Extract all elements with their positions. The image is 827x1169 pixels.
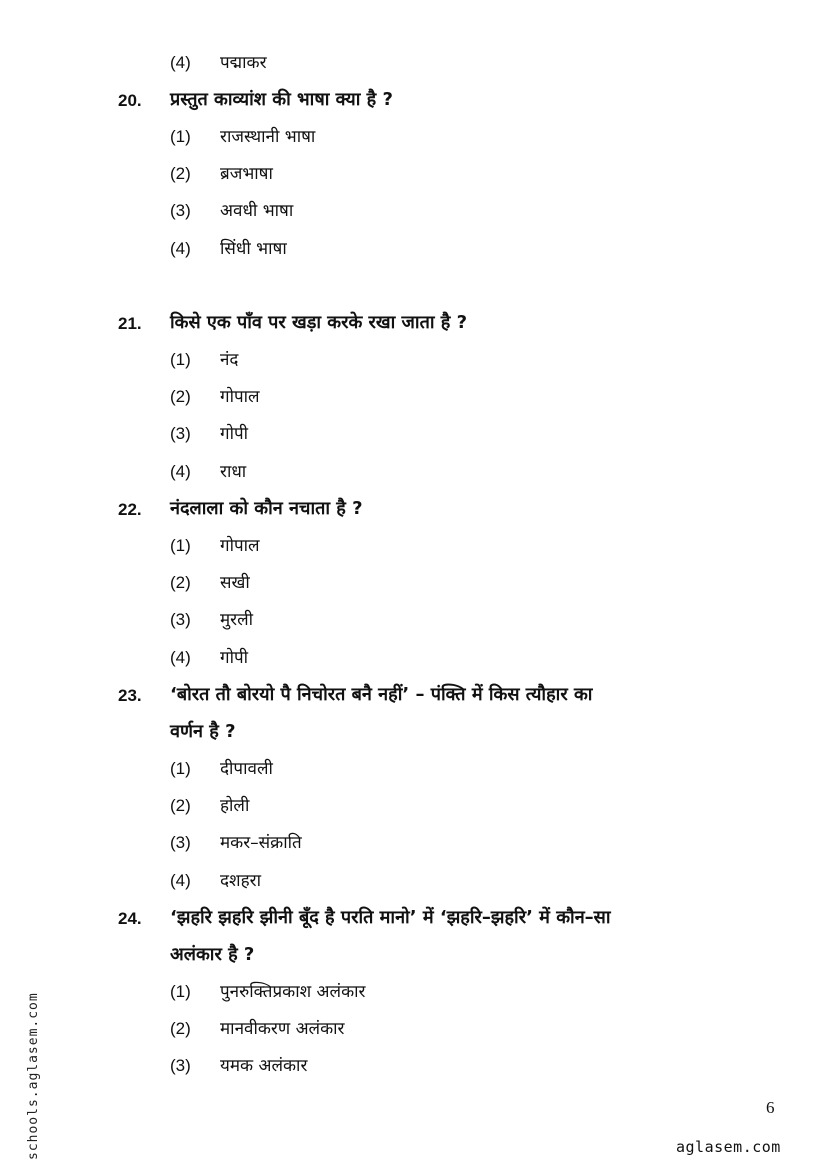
question-number: 21. bbox=[118, 314, 142, 333]
option-label: (2) bbox=[170, 164, 191, 183]
option-text: गोपाल bbox=[220, 387, 260, 407]
option-label: (4) bbox=[170, 462, 191, 481]
option-text: नंद bbox=[220, 350, 239, 370]
side-watermark: schools.aglasem.com bbox=[26, 992, 41, 1160]
option-label: (1) bbox=[170, 127, 191, 146]
option-text: सखी bbox=[220, 573, 250, 593]
question-continuation-line bbox=[0, 942, 827, 972]
option-line bbox=[0, 830, 827, 860]
option-label: (4) bbox=[170, 239, 191, 258]
option-text: दशहरा bbox=[220, 871, 261, 891]
option-text: दीपावली bbox=[220, 759, 273, 779]
option-line bbox=[0, 198, 827, 228]
option-line bbox=[0, 384, 827, 414]
option-label: (2) bbox=[170, 1019, 191, 1038]
option-line bbox=[0, 1016, 827, 1046]
option-label: (4) bbox=[170, 871, 191, 890]
option-line bbox=[0, 236, 827, 266]
option-label: (1) bbox=[170, 350, 191, 369]
option-line bbox=[0, 979, 827, 1009]
option-text: राजस्थानी भाषा bbox=[220, 127, 316, 147]
question-text: प्रस्तुत काव्यांश की भाषा क्या है ? bbox=[170, 89, 393, 110]
option-label: (3) bbox=[170, 610, 191, 629]
option-label: (3) bbox=[170, 1056, 191, 1075]
option-text: गोपाल bbox=[220, 536, 260, 556]
option-line bbox=[0, 645, 827, 675]
question-text-continuation: वर्णन है ? bbox=[170, 721, 236, 742]
option-text: यमक अलंकार bbox=[220, 1056, 308, 1076]
option-line bbox=[0, 161, 827, 191]
option-text: मकर–संक्राति bbox=[220, 833, 302, 853]
question-number: 23. bbox=[118, 686, 142, 705]
option-label: (2) bbox=[170, 796, 191, 815]
option-label: (4) bbox=[170, 53, 191, 72]
question-number: 22. bbox=[118, 500, 142, 519]
footer-site-name: aglasem.com bbox=[676, 1138, 781, 1156]
option-label: (2) bbox=[170, 387, 191, 406]
option-text: पुनरुक्तिप्रकाश अलंकार bbox=[220, 982, 366, 1002]
option-text: गोपी bbox=[220, 648, 249, 668]
option-line bbox=[0, 50, 827, 80]
option-text: होली bbox=[220, 796, 250, 816]
question-line bbox=[0, 87, 827, 117]
question-number: 20. bbox=[118, 91, 142, 110]
option-text: मानवीकरण अलंकार bbox=[220, 1019, 345, 1039]
option-text: गोपी bbox=[220, 424, 249, 444]
option-line bbox=[0, 570, 827, 600]
option-label: (1) bbox=[170, 982, 191, 1001]
option-line bbox=[0, 347, 827, 377]
option-label: (2) bbox=[170, 573, 191, 592]
question-text: ‘बोरत तौ बोरयो पै निचोरत बनै नहीं’ – पंक्ति में किस त्यौहार का bbox=[170, 684, 593, 705]
question-text: नंदलाला को कौन नचाता है ? bbox=[170, 498, 363, 519]
option-line bbox=[0, 793, 827, 823]
option-line bbox=[0, 533, 827, 563]
question-continuation-line bbox=[0, 719, 827, 749]
option-text: पद्माकर bbox=[220, 53, 267, 73]
option-line bbox=[0, 607, 827, 637]
option-label: (1) bbox=[170, 759, 191, 778]
option-text: अवधी भाषा bbox=[220, 201, 294, 221]
option-text: मुरली bbox=[220, 610, 254, 630]
question-text: ‘झहरि झहरि झीनी बूँद है परति मानो’ में ‘झहरि–झहरि’ में कौन–सा bbox=[170, 907, 611, 928]
option-label: (1) bbox=[170, 536, 191, 555]
option-line bbox=[0, 756, 827, 786]
question-number: 24. bbox=[118, 909, 142, 928]
question-line bbox=[0, 310, 827, 340]
question-text: किसे एक पाँव पर खड़ा करके रखा जाता है ? bbox=[170, 312, 468, 333]
option-text: सिंधी भाषा bbox=[220, 239, 287, 259]
page-number: 6 bbox=[766, 1098, 775, 1117]
option-line bbox=[0, 1053, 827, 1083]
question-line bbox=[0, 682, 827, 712]
option-text: ब्रजभाषा bbox=[220, 164, 273, 184]
option-line bbox=[0, 459, 827, 489]
option-label: (3) bbox=[170, 424, 191, 443]
option-line bbox=[0, 868, 827, 898]
option-label: (3) bbox=[170, 201, 191, 220]
question-line bbox=[0, 905, 827, 935]
question-text-continuation: अलंकार है ? bbox=[170, 944, 255, 965]
option-line bbox=[0, 421, 827, 451]
option-label: (4) bbox=[170, 648, 191, 667]
option-line bbox=[0, 124, 827, 154]
option-label: (3) bbox=[170, 833, 191, 852]
question-line bbox=[0, 496, 827, 526]
option-text: राधा bbox=[220, 462, 247, 482]
